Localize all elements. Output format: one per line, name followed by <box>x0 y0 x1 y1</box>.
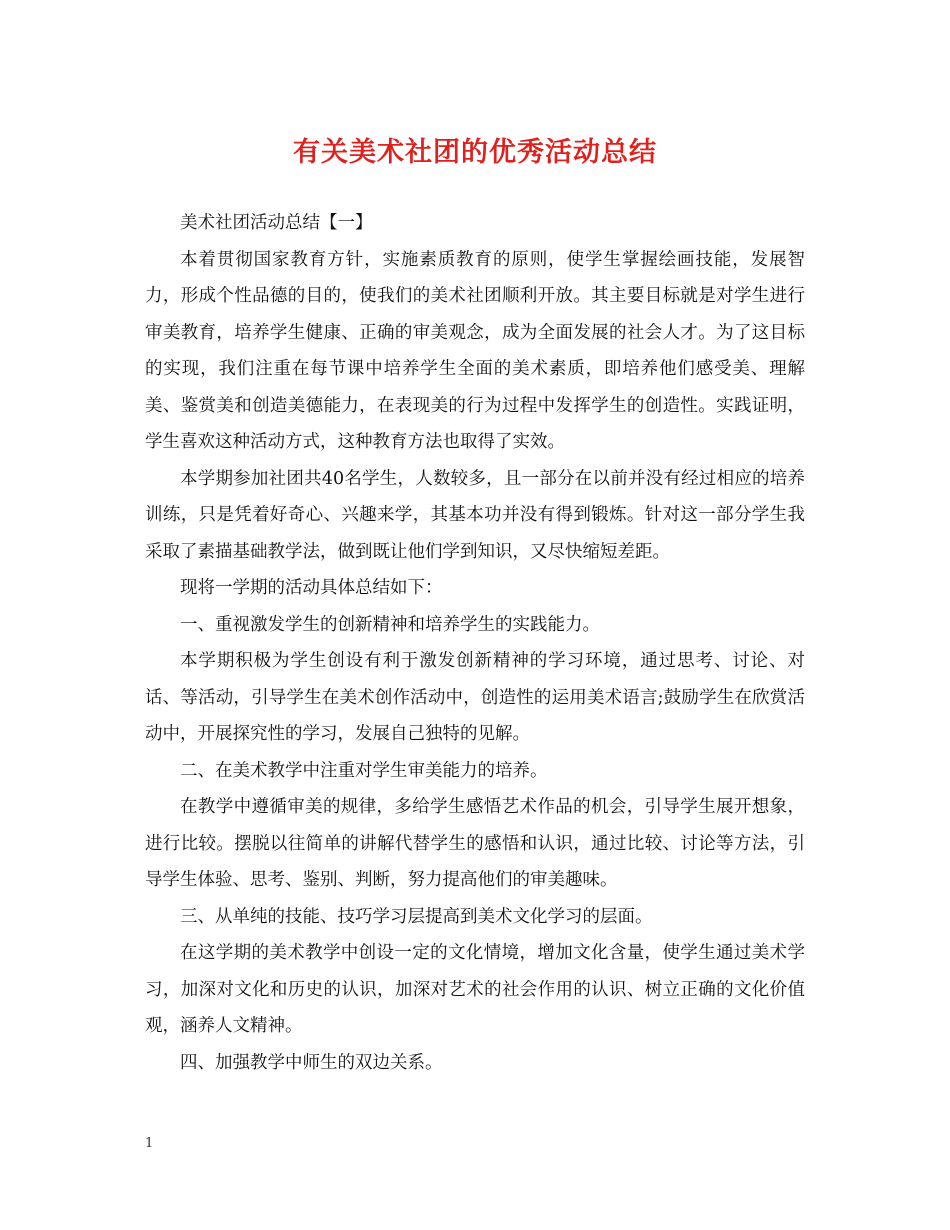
paragraph: 本着贯彻国家教育方针，实施素质教育的原则，使学生掌握绘画技能，发展智力，形成个性品德的目的，使我们的美术社团顺利开放。其主要目标就是对学生进行审美教育，培养学生健康、正确的审美观念，成为全面发展的社会人才。为了这目标的实现，我们注重在每节课中培养学生全面的美术素质，即培养他们感受美、理解美、鉴赏美和创造美德能力，在表现美的行为过程中发挥学生的创造性。实践证明，学生喜欢这种活动方式，这种教育方法也取得了实效。 <box>145 249 805 452</box>
section-heading: 美术社团活动总结【一】 <box>180 213 373 233</box>
paragraph: 在这学期的美术教学中创设一定的文化情境，增加文化含量，使学生通过美术学习，加深对文化和历史的认识，加深对艺术的社会作用的认识、树立正确的文化价值观，涵养人文精神。 <box>145 943 805 1036</box>
page-number: 1 <box>145 1136 154 1151</box>
subheading: 一、重视激发学生的创新精神和培养学生的实践能力。 <box>180 614 600 635</box>
paragraph: 现将一学期的活动具体总结如下： <box>180 578 443 598</box>
document-title: 有关美术社团的优秀活动总结 <box>293 137 657 168</box>
subheading: 二、在美术教学中注重对学生审美能力的培养。 <box>180 760 548 781</box>
subheading: 三、从单纯的技能、技巧学习层提高到美术文化学习的层面。 <box>180 906 653 927</box>
document-body <box>145 205 805 1081</box>
paragraph: 在教学中遵循审美的规律，多给学生感悟艺术作品的机会，引导学生展开想象，进行比较。摆脱以往简单的讲解代替学生的感悟和认识，通过比较、讨论等方法，引导学生体验、思考、鉴别、判断，努力提高他们的审美趣味。 <box>145 797 805 890</box>
subheading: 四、加强教学中师生的双边关系。 <box>180 1052 443 1073</box>
paragraph: 本学期参加社团共40名学生，人数较多，且一部分在以前并没有经过相应的培养训练，只是凭着好奇心、兴趣来学，其基本功并没有得到锻炼。针对这一部分学生我采取了素描基础教学法，做到既让他们学到知识，又尽快缩短差距。 <box>145 468 805 562</box>
paragraph: 本学期积极为学生创设有利于激发创新精神的学习环境，通过思考、讨论、对话、等活动，引导学生在美术创作活动中，创造性的运用美术语言;鼓励学生在欣赏活动中，开展探究性的学习，发展自己独特的见解。 <box>145 651 805 744</box>
